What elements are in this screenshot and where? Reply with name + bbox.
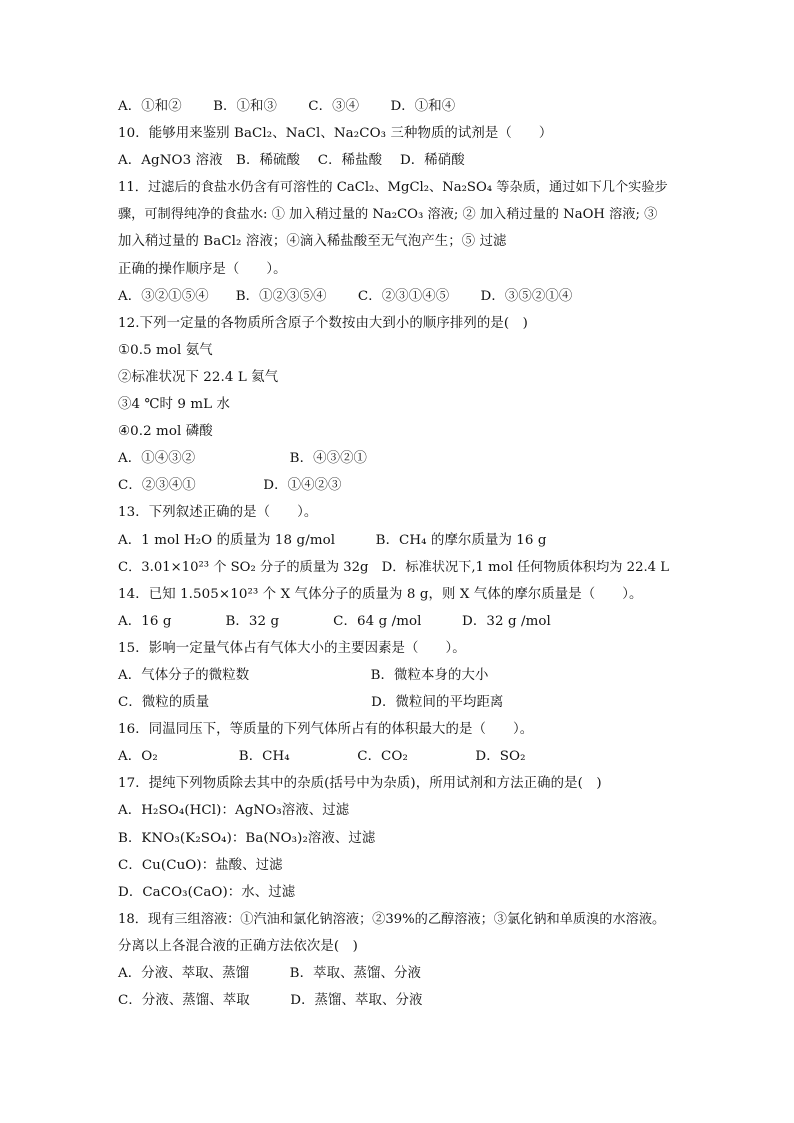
options-line-q13-c-d: C．3.01×10²³ 个 SO₂ 分子的质量为 32g D．标准状况下,1 mol 任何物质体积均为 22.4 L — [118, 559, 669, 575]
option-q17-b: B．KNO₃(K₂SO₄)：Ba(NO₃)₂溶液、过滤 — [118, 830, 376, 846]
question-15: 15．影响一定量气体占有气体大小的主要因素是（ ）。 — [118, 640, 466, 656]
question-12: 12.下列一定量的各物质所含原子个数按由大到小的顺序排列的是( ) — [118, 315, 528, 331]
question-12-item-3: ③4 ℃时 9 mL 水 — [118, 397, 231, 413]
question-12-item-4: ④0.2 mol 磷酸 — [118, 424, 213, 440]
question-11-line-1: 11．过滤后的食盐水仍含有可溶性的 CaCl₂、MgCl₂、Na₂SO₄ 等杂质，通过如下几个实验步 — [118, 180, 668, 196]
options-line-q9: A．①和② B．①和③ C．③④ D．①和④ — [118, 99, 456, 114]
options-line-q12-a-b: A．①④③② B．④③②① — [118, 451, 368, 467]
question-text-block — [118, 93, 678, 1014]
question-16: 16．同温同压下，等质量的下列气体所占有的体积最大的是（ ）。 — [118, 722, 534, 738]
question-14: 14．已知 1.505×10²³ 个 X 气体分子的质量为 8 g，则 X 气体的摩尔质量是（ ）。 — [118, 586, 643, 602]
question-11-line-4: 正确的操作顺序是（ ）。 — [118, 261, 287, 277]
question-12-item-1: ①0.5 mol 氨气 — [118, 342, 213, 358]
question-13: 13．下列叙述正确的是（ ）。 — [118, 505, 318, 521]
options-line-q10: A．AgNO3 溶液 B．稀硫酸 C．稀盐酸 D．稀硝酸 — [118, 153, 465, 169]
question-18-line-2: 分离以上各混合液的正确方法依次是( ) — [118, 938, 358, 954]
options-line-q14: A．16 g B．32 g C．64 g /mol D．32 g /mol — [118, 613, 551, 629]
options-line-q11: A．③②①⑤④ B．①②③⑤④ C．②③①④⑤ D．③⑤②①④ — [118, 288, 573, 304]
question-12-item-2: ②标准状况下 22.4 L 氦气 — [118, 369, 279, 385]
options-line-q13-a-b: A．1 mol H₂O 的质量为 18 g/mol B．CH₄ 的摩尔质量为 16 g — [118, 532, 547, 548]
options-line-q15-c-d: C．微粒的质量 D．微粒间的平均距离 — [118, 695, 504, 711]
question-11-line-3: 加入稍过量的 BaCl₂ 溶液；④滴入稀盐酸至无气泡产生；⑤ 过滤 — [118, 234, 507, 250]
question-10: 10．能够用来鉴别 BaCl₂、NaCl、Na₂CO₃ 三种物质的试剂是（ ） — [118, 126, 553, 142]
options-line-q16: A．O₂ B．CH₄ C．CO₂ D．SO₂ — [118, 749, 526, 765]
options-line-q18-a-b: A．分液、萃取、蒸馏 B．萃取、蒸馏、分液 — [118, 966, 422, 981]
option-q17-c: C．Cu(CuO)：盐酸、过滤 — [118, 857, 283, 873]
options-line-q12-c-d: C．②③④① D．①④②③ — [118, 478, 342, 494]
options-line-q18-c-d: C．分液、蒸馏、萃取 D．蒸馏、萃取、分液 — [118, 993, 423, 1009]
options-line-q15-a-b: A．气体分子的微粒数 B．微粒本身的大小 — [118, 667, 489, 683]
question-17: 17．提纯下列物质除去其中的杂质(括号中为杂质)，所用试剂和方法正确的是( ) — [118, 776, 602, 792]
option-q17-d: D．CaCO₃(CaO)：水、过滤 — [118, 884, 296, 900]
question-18-line-1: 18．现有三组溶液：①汽油和氯化钠溶液；②39%的乙醇溶液；③氯化钠和单质溴的水溶液。 — [118, 911, 666, 927]
option-q17-a: A．H₂SO₄(HCl)：AgNO₃溶液、过滤 — [118, 803, 350, 819]
question-11-line-2: 骤，可制得纯净的食盐水: ① 加入稍过量的 Na₂CO₃ 溶液; ② 加入稍过量的 NaOH 溶液; ③ — [118, 207, 658, 223]
